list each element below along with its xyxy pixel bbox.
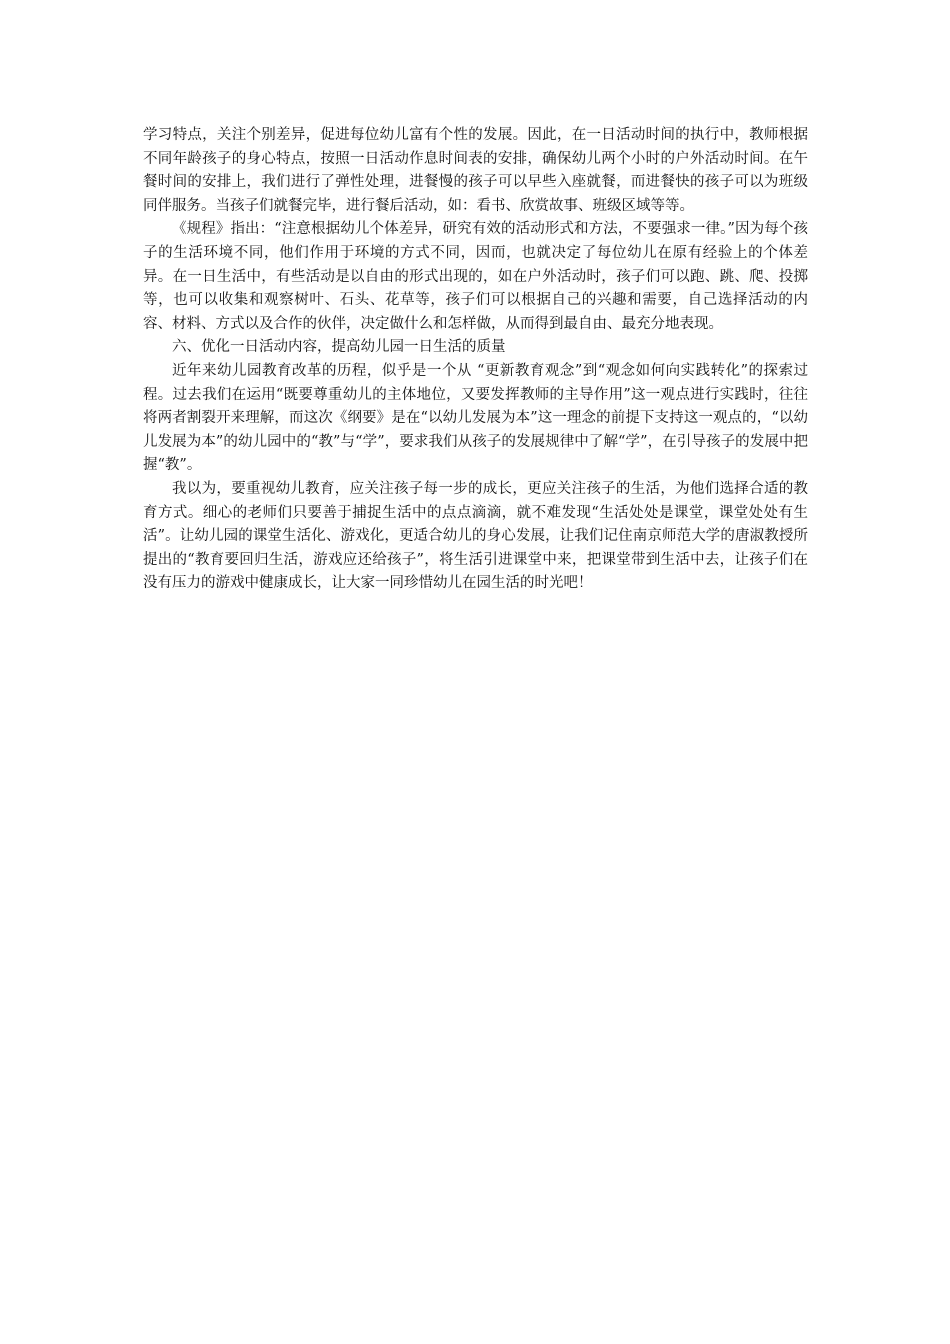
paragraph-conclusion: 我以为，要重视幼儿教育，应关注孩子每一步的成长，更应关注孩子的生活，为他们选择合适的教育方式。细心的老师们只要善于捕捉生活中的点点滴滴，就不难发现“生活处处是课堂，课堂处处有生活”。让幼儿园的课堂生活化、游戏化，更适合幼儿的身心发展，让我们记住南京师范大学的唐淑教授所提出的“教育要回归生活，游戏应还给孩子”，将生活引进课堂中来，把课堂带到生活中去，让孩子们在没有压力的游戏中健康成长，让大家一同珍惜幼儿在园生活的时光吧！ — [143, 480, 808, 592]
document-page — [143, 124, 808, 596]
paragraph-reform: 近年来幼儿园教育改革的历程，似乎是一个从 “更新教育观念”到“观念如何向实践转化”的探索过程。过去我们在运用“既要尊重幼儿的主体地位，又要发挥教师的主导作用”这一观点进行实践时，往往将两者割裂开来理解，而这次《纲要》是在“以幼儿发展为本”这一理念的前提下支持这一观点的，“以幼儿发展为本”的幼儿园中的“教”与“学”，要求我们从孩子的发展规律中了解“学”，在引导孩子的发展中把握“教”。 — [143, 362, 808, 474]
section-heading: 六、优化一日活动内容，提高幼儿园一日生活的质量 — [172, 339, 506, 356]
paragraph-regulations: 《规程》指出：“注意根据幼儿个体差异，研究有效的活动形式和方法，不要强求一律。”因为每个孩子的生活环境不同，他们作用于环境的方式不同，因而，也就决定了每位幼儿在原有经验上的个体差异。在一日生活中，有些活动是以自由的形式出现的，如在户外活动时，孩子们可以跑、跳、爬、投掷等，也可以收集和观察树叶、石头、花草等，孩子们可以根据自己的兴趣和需要，自己选择活动的内容、材料、方式以及合作的伙伴，决定做什么和怎样做，从而得到最自由、最充分地表现。 — [143, 221, 808, 332]
paragraph-continuation: 学习特点，关注个别差异，促进每位幼儿富有个性的发展。因此，在一日活动时间的执行中，教师根据不同年龄孩子的身心特点，按照一日活动作息时间表的安排，确保幼儿两个小时的户外活动时间。在午餐时间的安排上，我们进行了弹性处理，进餐慢的孩子可以早些入座就餐，而进餐快的孩子可以为班级同伴服务。当孩子们就餐完毕，进行餐后活动，如：看书、欣赏故事、班级区域等等。 — [143, 127, 808, 214]
